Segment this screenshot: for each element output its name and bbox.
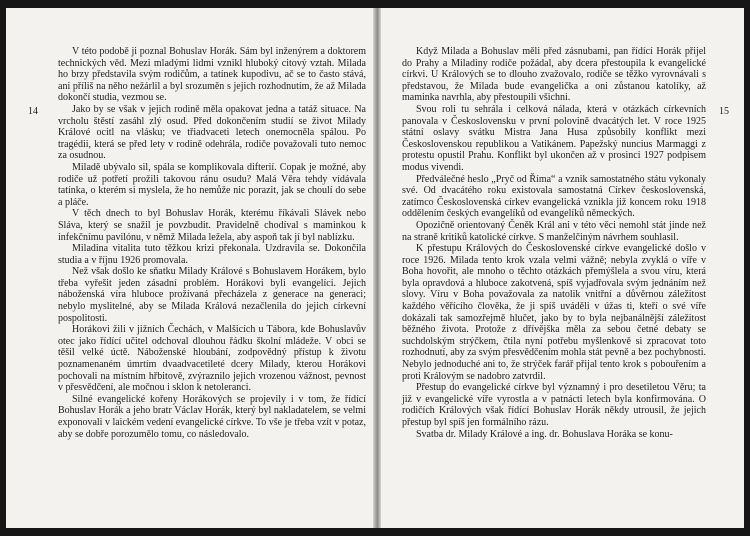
paragraph: Miladina vitalita tuto těžkou krizi překonala. Uzdravila se. Dokončila studia a v říjnu 1926 promovala. — [58, 243, 366, 266]
page-number: 14 — [28, 106, 38, 117]
paragraph: V těch dnech to byl Bohuslav Horák, kterému říkávali Slávek nebo Sláva, který se snažil je povzbudit. Pravidelně chodíval s maminkou k infekčnímu pavilónu, v němž Milada ležela, aby aspoň tak jí byl nablízku. — [58, 208, 366, 243]
paragraph: Když Milada a Bohuslav měli před zásnubami, pan řídící Horák přijel do Prahy a Miladiny rodiče požádal, aby dcera přestoupila k evangelické církvi. U Králových se to dlouho zvažovalo, rodiče se těžko vyrovnávali s představou, že Milada bude evangelička a oni zůstanou katolíky, až maminka navrhla, aby přestoupili všichni. — [402, 46, 706, 104]
book-gutter — [373, 8, 381, 528]
paragraph: Svou roli tu sehrála i celková nálada, která v otázkách církevních panovala v Československu v první polovině dvacátých let. V roce 1925 státní oslavy svátku Mistra Jana Husa způsobily konflikt mezi Československou republikou a Vatikánem. Papežský nuncius Marmaggi z protestu opustil Prahu. Konflikt byl ukončen až v prosinci 1927 podpisem modus vivendi. — [402, 103, 706, 173]
paragraph: Silné evangelické kořeny Horákových se projevily i v tom, že řídící Bohuslav Horák a jeho bratr Václav Horák, který byl nakladatelem, se velmi exponovali v laickém vedení evangelické církve. To vše je třeba vzít v potaz, aby se dobře porozumělo tomu, co následovalo. — [58, 393, 366, 440]
paragraph: Miladě ubývalo sil, spála se komplikovala difterií. Copak je možné, aby rodiče už potřetí prožili takovou ránu osudu? Malá Věra tehdy vídávala tatínka, o kterém si myslela, že ho nemůže nic porazit, jak se choulí do sebe a pláče. — [58, 161, 366, 208]
paragraph: Než však došlo ke sňatku Milady Králové s Bohuslavem Horákem, bylo třeba vyřešit jeden zásadní problém. Horákovi byli evangelíci. Jejich náboženská víra hluboce prožívaná přecházela z generace na generaci; nebylo myslitelné, aby se Milada Králová nezačlenila do jejich církevní pospolitosti. — [58, 266, 366, 324]
page-text — [58, 46, 366, 440]
paragraph: K přestupu Králových do Československé církve evangelické došlo v roce 1926. Milada tento krok vzala velmi vážně; nebyla zvyklá o víře v Boha hovořit, ale mnoho o těchto otázkách přemýšlela a svou víru, která byla opravdová a hluboce zakotvená, spíš vyjadřovala svým jednáním než slovy. Víru v Boha považovala za natolik vnitřní a důvěrnou záležitost každého věřícího člověka, že ji spíš uváděli v úžas ti, kteří o své víře dokázali tak samozřejmě hlučet, jako by to byla nejbanálnější záležitost běžného života. Protože z dřívějška měla za sebou četné debaty se suchdolským strýčkem, čtila nyní potřebu myšlenkově si zpracovat toto rozhodnutí, aby za svým přesvědčením mohla stát pevně a bez pochybnosti. Nebylo jednoduché ani to, že strýček farář přijal tento krok s pobouřením a proti Královým se nadobro zatvrdil. — [402, 243, 706, 382]
left-page — [6, 8, 376, 528]
paragraph: Předválečné heslo „Pryč od Říma“ a vznik samostatného státu vykonaly své. Od dvacátého roku existovala samostatná Církev československá, zatímco Československá církev evangelická vznikla již koncem roku 1918 oddělením českých evangelíků od evangelíků německých. — [402, 173, 706, 220]
paragraph: Svatba dr. Milady Králové a ing. dr. Bohuslava Horáka se konu- — [416, 428, 673, 440]
paragraph: V této podobě ji poznal Bohuslav Horák. Sám byl inženýrem a doktorem technických věd. Mezi mladými lidmi vznikl hluboký citový vztah. Milada ho brzy představila svým rodičům, a tatínek kupodivu, ač se to často stává, ani příliš na něho nežárlil a byl srozuměn s jejich rozhodnutím, že až Milada dokončí studia, vezmou se. — [58, 46, 366, 104]
paragraph: Přestup do evangelické církve byl významný i pro desetiletou Věru; ta již v evangelické víře vyrostla a v patnácti letech byla konfirmována. O rodičích Králových však řídící Bohuslav Horák někdy utrousil, že jejich přestup byl spíš jen formálního rázu. — [402, 382, 706, 428]
page-text — [402, 46, 706, 440]
paragraph: Opozičně orientovaný Čeněk Král ani v této věci nemohl stát jinde než na straně kritiků katolické církve. S manželčiným návrhem souhlasil. — [402, 219, 706, 243]
book-spread — [6, 8, 744, 528]
paragraph: Horákovi žili v jižních Čechách, v Malšicích u Tábora, kde Bohuslavův otec jako řídící učitel odchoval dlouhou řádku školní mládeže. V obci se těšil velké úctě. Náboženské hloubání, zodpovědný přístup k životu poznamenaném úmrtím dvaadvacetileté dcery Milady, kterou Horákovi pochovali na místním hřbitově, zvýraznilo jejich vrozenou vážnost, pevnost v přesvědčení, ale močnou i sklon k netoleranci. — [58, 324, 366, 394]
page-number: 15 — [719, 106, 729, 117]
right-page — [378, 8, 744, 528]
paragraph: Jako by se však v jejich rodině měla opakovat jedna a tatáž situace. Na vrcholu štěstí zasáhl zlý osud. Před dokončením studií se život Milady Králové ocitl na vlásku; ve třiadvaceti letech onemocněla spálou. Po tragédii, která se před lety v rodině odehrála, rodiče považovali tuto nemoc za osudnou. — [58, 103, 366, 162]
